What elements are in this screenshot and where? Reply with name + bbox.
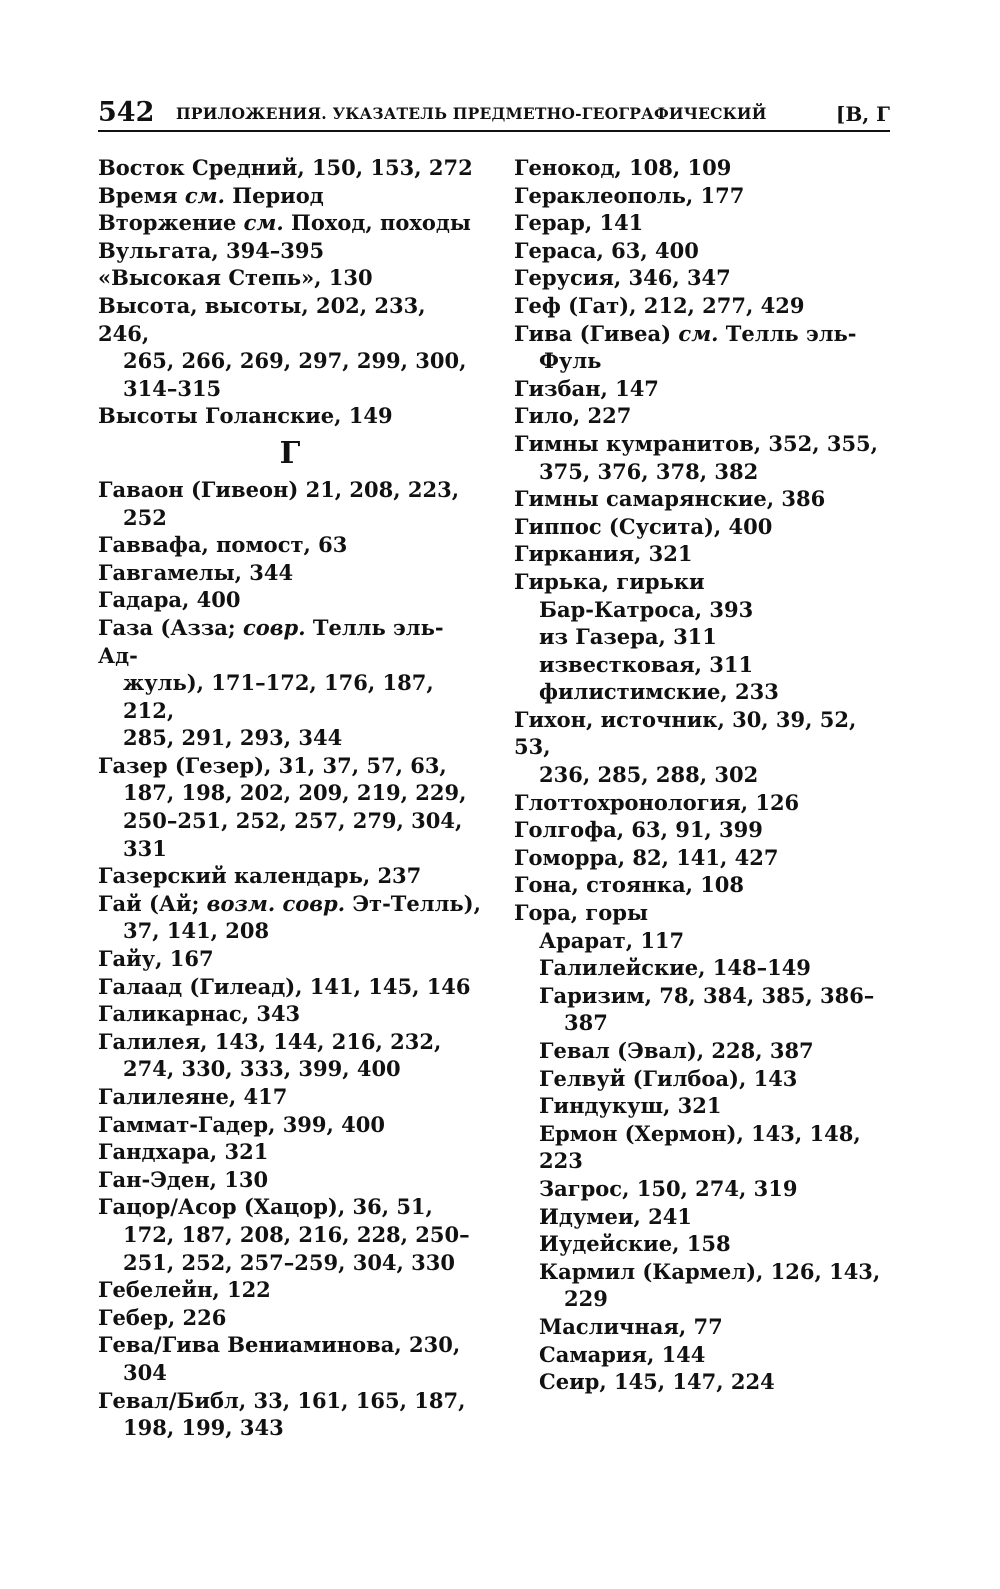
entry-continuation: 251, 252, 257–259, 304, 330 <box>123 1249 456 1275</box>
entry-text: Гадара, 400 <box>98 587 241 613</box>
index-subentry <box>514 1120 894 1175</box>
index-entry <box>514 237 894 265</box>
index-entry <box>98 1304 482 1332</box>
cross-ref-marker: см. <box>678 320 719 346</box>
index-entry <box>98 1166 482 1194</box>
entry-continuation: 387 <box>564 1010 608 1036</box>
entry-text: Герусия, 346, 347 <box>514 265 731 291</box>
entry-text: Галилея, 143, 144, 216, 232, <box>98 1028 442 1054</box>
entry-continuation: 304 <box>123 1359 167 1385</box>
entry-text: Время <box>98 182 185 208</box>
entry-text: Герар, 141 <box>514 210 644 236</box>
entry-text: Загрос, 150, 274, 319 <box>539 1175 798 1201</box>
entry-text: Гебелейн, 122 <box>98 1277 271 1303</box>
index-entry <box>98 264 482 292</box>
entry-text: Гаввафа, помост, 63 <box>98 532 348 558</box>
entry-text: Гаваон (Гивеон) 21, 208, 223, <box>98 476 460 502</box>
entry-text: Гиркания, 321 <box>514 541 693 567</box>
index-entry <box>514 320 894 375</box>
entry-text: Геф (Гат), 212, 277, 429 <box>514 292 805 318</box>
entry-continuation: 265, 266, 269, 297, 299, 300, <box>123 348 467 374</box>
cross-ref-marker: совр. <box>242 614 306 640</box>
index-entry <box>514 182 894 210</box>
entry-continuation: 250–251, 252, 257, 279, 304, <box>123 808 463 834</box>
index-entry <box>514 816 894 844</box>
entry-text: Генокод, 108, 109 <box>514 155 732 180</box>
entry-text: Кармил (Кармел), 126, 143, <box>539 1258 881 1284</box>
index-entry <box>514 706 894 789</box>
entry-continuation: 314–315 <box>123 375 222 401</box>
entry-text: Гераса, 63, 400 <box>514 237 699 263</box>
index-entry <box>514 402 894 430</box>
entry-continuation: 37, 141, 208 <box>123 918 270 944</box>
entry-text: Вульгата, 394–395 <box>98 237 325 263</box>
index-subentry <box>514 678 894 706</box>
index-entry <box>98 1138 482 1166</box>
index-entry <box>98 1000 482 1028</box>
index-entry <box>98 1083 482 1111</box>
entry-text: Гимны кумранитов, 352, 355, <box>514 430 878 456</box>
entry-continuation: 285, 291, 293, 344 <box>123 725 343 751</box>
entry-text: Галилеяне, 417 <box>98 1084 288 1109</box>
entry-text: Галаад (Гилеад), 141, 145, 146 <box>98 973 471 999</box>
index-subentry <box>514 927 894 955</box>
index-subentry <box>514 1368 894 1396</box>
index-entry <box>98 1331 482 1386</box>
index-subentry <box>514 1230 894 1258</box>
entry-text: Газерский календарь, 237 <box>98 863 422 889</box>
index-entry <box>514 789 894 817</box>
entry-text: Гевал (Эвал), 228, 387 <box>539 1038 814 1063</box>
index-subentry <box>514 1175 894 1203</box>
entry-text: Гиппос (Сусита), 400 <box>514 513 773 539</box>
index-entry <box>98 292 482 402</box>
index-subentry <box>514 1037 894 1065</box>
entry-text: Гавгамелы, 344 <box>98 559 294 585</box>
entry-text: известковая, 311 <box>539 651 754 677</box>
entry-continuation: 274, 330, 333, 399, 400 <box>123 1056 401 1082</box>
index-subentry <box>514 1065 894 1093</box>
index-column-right <box>514 154 894 1396</box>
entry-text: Гандхара, 321 <box>98 1139 269 1165</box>
index-entry <box>98 402 482 430</box>
running-header <box>98 96 890 132</box>
index-entry <box>98 1111 482 1139</box>
index-entry <box>98 973 482 1001</box>
index-entry <box>514 899 894 927</box>
index-subentry <box>514 596 894 624</box>
index-entry <box>98 237 482 265</box>
entry-text: Арарат, 117 <box>539 927 685 953</box>
index-subentry <box>514 1092 894 1120</box>
index-entry <box>514 871 894 899</box>
entry-text: Гирька, гирьки <box>514 568 705 594</box>
index-entry <box>98 945 482 973</box>
index-entry <box>514 154 894 182</box>
entry-continuation: 187, 198, 202, 209, 219, 229, <box>123 780 467 806</box>
entry-text: Гило, 227 <box>514 403 632 429</box>
cross-ref-marker: см. <box>243 210 284 236</box>
index-entry <box>514 264 894 292</box>
entry-text: Гацор/Асор (Хацор), 36, 51, <box>98 1194 433 1220</box>
cross-ref-marker: см. <box>184 182 225 208</box>
entry-text: Гона, стоянка, 108 <box>514 872 745 898</box>
index-entry <box>98 752 482 862</box>
entry-continuation: 252 <box>123 504 167 530</box>
entry-text: Гева/Гива Вениаминова, 230, <box>98 1332 461 1358</box>
running-title: ПРИЛОЖЕНИЯ. УКАЗАТЕЛЬ ПРЕДМЕТНО-ГЕОГРАФИЧЕСКИЙ <box>176 104 767 123</box>
entry-text: Гора, горы <box>514 900 649 926</box>
index-entry <box>98 586 482 614</box>
entry-text: «Высокая Степь», 130 <box>98 265 373 291</box>
page-number: 542 <box>98 97 155 128</box>
entry-text: Период <box>224 182 324 208</box>
entry-text: Бар-Катроса, 393 <box>539 596 754 622</box>
entry-text: Масличная, 77 <box>539 1313 723 1339</box>
index-subentry <box>514 623 894 651</box>
index-column-left <box>98 154 482 1442</box>
index-entry <box>98 890 482 945</box>
entry-text: Гебер, 226 <box>98 1304 227 1330</box>
index-entry <box>514 375 894 403</box>
index-entry <box>98 209 482 237</box>
index-subentry <box>514 1313 894 1341</box>
index-subentry <box>514 1203 894 1231</box>
entry-text: Ган-Эден, 130 <box>98 1166 269 1192</box>
index-entry <box>98 614 482 752</box>
entry-continuation: 331 <box>123 835 167 861</box>
entry-text: Телль эль- <box>718 320 857 346</box>
entry-text: Сеир, 145, 147, 224 <box>539 1369 775 1395</box>
entry-continuation: 236, 285, 288, 302 <box>539 762 759 788</box>
entry-text: Глоттохронология, 126 <box>514 789 800 815</box>
entry-text: Гоморра, 82, 141, 427 <box>514 844 779 870</box>
entry-text: Гевал/Библ, 33, 161, 165, 187, <box>98 1387 466 1413</box>
entry-text: Гаризим, 78, 384, 385, 386– <box>539 982 875 1008</box>
entry-text: Восток Средний, 150, 153, 272 <box>98 155 473 180</box>
entry-text: Телль эль-Ад- <box>98 614 444 668</box>
entry-text: Поход, походы <box>283 210 471 236</box>
entry-text: Высота, высоты, 202, 233, 246, <box>98 292 426 346</box>
index-subentry <box>514 982 894 1037</box>
entry-text: Высоты Голанские, 149 <box>98 403 393 429</box>
index-entry <box>514 540 894 568</box>
cross-ref-marker: возм. совр. <box>206 890 346 916</box>
entry-text: Газер (Гезер), 31, 37, 57, 63, <box>98 752 447 778</box>
index-entry <box>98 862 482 890</box>
entry-continuation: 375, 376, 378, 382 <box>539 458 759 484</box>
entry-continuation: 229 <box>564 1286 608 1312</box>
index-entry <box>514 568 894 596</box>
index-entry <box>514 844 894 872</box>
entry-text: Гаммат-Гадер, 399, 400 <box>98 1111 385 1137</box>
index-subentry <box>514 954 894 982</box>
entry-text: Гихон, источник, 30, 39, 52, 53, <box>514 706 857 760</box>
index-subentry <box>514 651 894 679</box>
index-entry <box>514 292 894 320</box>
index-entry <box>98 559 482 587</box>
index-subentry <box>514 1341 894 1369</box>
entry-text: Гераклеополь, 177 <box>514 182 745 208</box>
entry-text: Галилейские, 148–149 <box>539 955 811 981</box>
entry-text: Гива (Гивеа) <box>514 320 679 346</box>
index-entry <box>98 1387 482 1442</box>
entry-text: Гиндукуш, 321 <box>539 1093 722 1119</box>
section-letter-heading: Г <box>279 435 301 471</box>
entry-text: Эт-Телль), <box>345 890 481 916</box>
entry-text: Вторжение <box>98 210 244 236</box>
index-entry <box>514 513 894 541</box>
entry-text: Газа (Азза; <box>98 614 243 640</box>
entry-text: Иудейские, 158 <box>539 1231 731 1257</box>
entry-text: филистимские, 233 <box>539 679 779 705</box>
index-entry <box>98 476 482 531</box>
entry-text: Идумеи, 241 <box>539 1203 692 1229</box>
section-letters: [В, Г <box>835 102 890 126</box>
entry-text: из Газера, 311 <box>539 624 717 650</box>
entry-text: Гелвуй (Гилбоа), 143 <box>539 1065 798 1091</box>
entry-text: Гайу, 167 <box>98 946 214 972</box>
entry-continuation: Фуль <box>539 348 602 374</box>
entry-continuation: жуль), 171–172, 176, 187, 212, <box>123 670 434 723</box>
index-subentry <box>514 1258 894 1313</box>
entry-text: Ермон (Хермон), 143, 148, 223 <box>539 1120 861 1174</box>
entry-text: Гизбан, 147 <box>514 375 659 401</box>
entry-continuation: 172, 187, 208, 216, 228, 250– <box>123 1221 470 1247</box>
index-entry <box>98 1028 482 1083</box>
index-entry <box>514 485 894 513</box>
index-entry <box>98 531 482 559</box>
entry-text: Гай (Ай; <box>98 890 207 916</box>
index-entry <box>98 1193 482 1276</box>
index-entry <box>514 430 894 485</box>
entry-continuation: 198, 199, 343 <box>123 1415 284 1441</box>
index-entry <box>98 1276 482 1304</box>
entry-text: Галикарнас, 343 <box>98 1001 301 1027</box>
index-entry <box>98 154 482 182</box>
entry-text: Голгофа, 63, 91, 399 <box>514 817 763 843</box>
entry-text: Самария, 144 <box>539 1341 706 1367</box>
entry-text: Гимны самарянские, 386 <box>514 486 826 512</box>
index-entry <box>514 209 894 237</box>
index-entry <box>98 182 482 210</box>
